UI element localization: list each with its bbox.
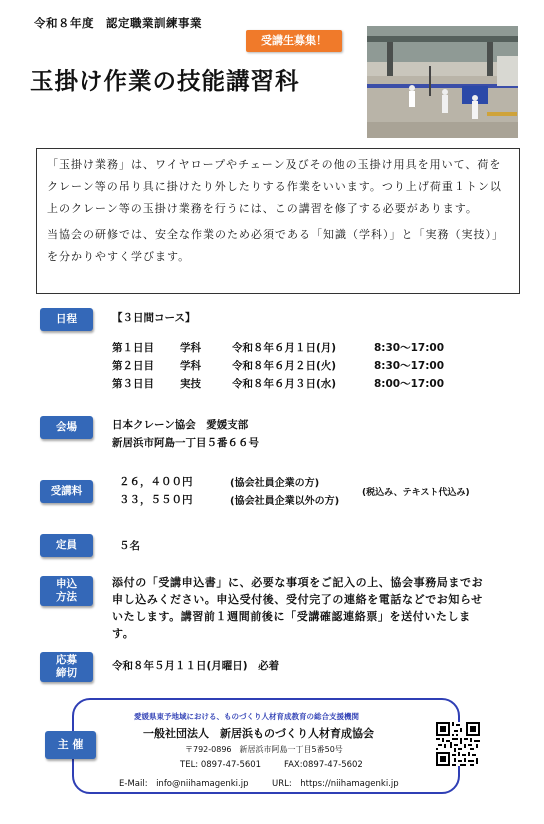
schedule-day: 第１日目	[112, 342, 154, 354]
email-text[interactable]: E-Mail: info@niihamagenki.jp	[119, 779, 249, 789]
organizer-tel: TEL: 0897-47-5601	[180, 760, 262, 770]
apply-label-line2: 方法	[56, 591, 77, 603]
deadline-label-line2: 締切	[56, 667, 77, 679]
schedule-day: 第２日目	[112, 360, 154, 372]
program-subtitle: 令和８年度 認定職業訓練事業	[34, 16, 202, 30]
training-photo	[367, 26, 518, 138]
page-title: 玉掛け作業の技能講習科	[30, 67, 300, 95]
venue-name: 日本クレーン協会 愛媛支部	[112, 419, 249, 431]
organizer-email[interactable]	[119, 777, 248, 789]
apply-label	[40, 576, 93, 606]
intro-paragraph-1: 「玉掛け業務」は、ワイヤロープやチェーン及びその他の玉掛け用具を用いて、荷をクレーン等の吊り具に掛けたり外したりする作業をいいます。つり上げ荷重１トン以上のクレーン等の玉掛け業務を行うには、この講習を修了する必要があります。	[47, 158, 502, 215]
schedule-time: 8:00～17:00	[374, 378, 445, 390]
schedule-time: 8:30～17:00	[374, 342, 445, 354]
deadline-value: 令和８年５月１１日(月曜日) 必着	[112, 660, 280, 672]
fee-label: 受講料	[40, 480, 93, 503]
organizer-postal: 〒792-0896 新居浜市阿島一丁目5番50号	[185, 745, 343, 754]
schedule-day: 第３日目	[112, 378, 154, 390]
nonmember-price: ３３，５５０円	[119, 494, 193, 506]
organizer-fax: FAX:0897-47-5602	[284, 760, 363, 770]
tax-note: (税込み、テキスト代込み)	[362, 488, 470, 498]
organizer-tagline: 愛媛県東予地域における、ものづくり人材育成教育の総合支援機関	[134, 712, 359, 721]
member-note: (協会社員企業の方)	[230, 478, 320, 489]
apply-text: 添付の「受講申込書」に、必要な事項をご記入の上、協会事務局までお申し込みください。申込受付後、受付完了の連絡を電話などでお知らせいたします。講習前１週間前後に「受講確認連絡票」を送付いたします。	[112, 576, 484, 640]
qr-code-icon[interactable]	[436, 722, 480, 766]
schedule-type: 学科	[180, 360, 201, 372]
schedule-date: 令和８年６月２日(火)	[232, 360, 337, 372]
venue-address: 新居浜市阿島一丁目５番６６号	[112, 437, 259, 449]
host-label: 主 催	[45, 731, 96, 759]
member-price: ２６，４００円	[119, 476, 193, 488]
organizer-name: 一般社団法人 新居浜ものづくり人材育成協会	[143, 727, 374, 740]
schedule-time: 8:30～17:00	[374, 360, 445, 372]
schedule-date: 令和８年６月３日(水)	[232, 378, 337, 390]
venue-label: 会場	[40, 416, 93, 439]
intro-box	[36, 148, 520, 294]
deadline-label	[40, 652, 93, 682]
apply-label-line1: 申込	[56, 578, 77, 590]
schedule-type: 学科	[180, 342, 201, 354]
organizer-url[interactable]	[272, 777, 399, 789]
course-type: 【３日間コース】	[112, 312, 196, 324]
url-text[interactable]: URL: https://niihamagenki.jp	[272, 779, 399, 789]
intro-paragraph-2: 当協会の研修では、安全な作業のため必須である「知識（学科）」と「実務（実技）」を分かりやすく学びます。	[47, 228, 504, 263]
capacity-label: 定員	[40, 534, 93, 557]
schedule-label: 日程	[40, 308, 93, 331]
nonmember-note: (協会社員企業以外の方)	[230, 496, 340, 507]
recruiting-badge: 受講生募集！	[246, 30, 342, 52]
capacity-value: ５名	[119, 540, 140, 552]
deadline-label-line1: 応募	[56, 654, 77, 666]
schedule-date: 令和８年６月１日(月)	[232, 342, 337, 354]
schedule-type: 実技	[180, 378, 201, 390]
